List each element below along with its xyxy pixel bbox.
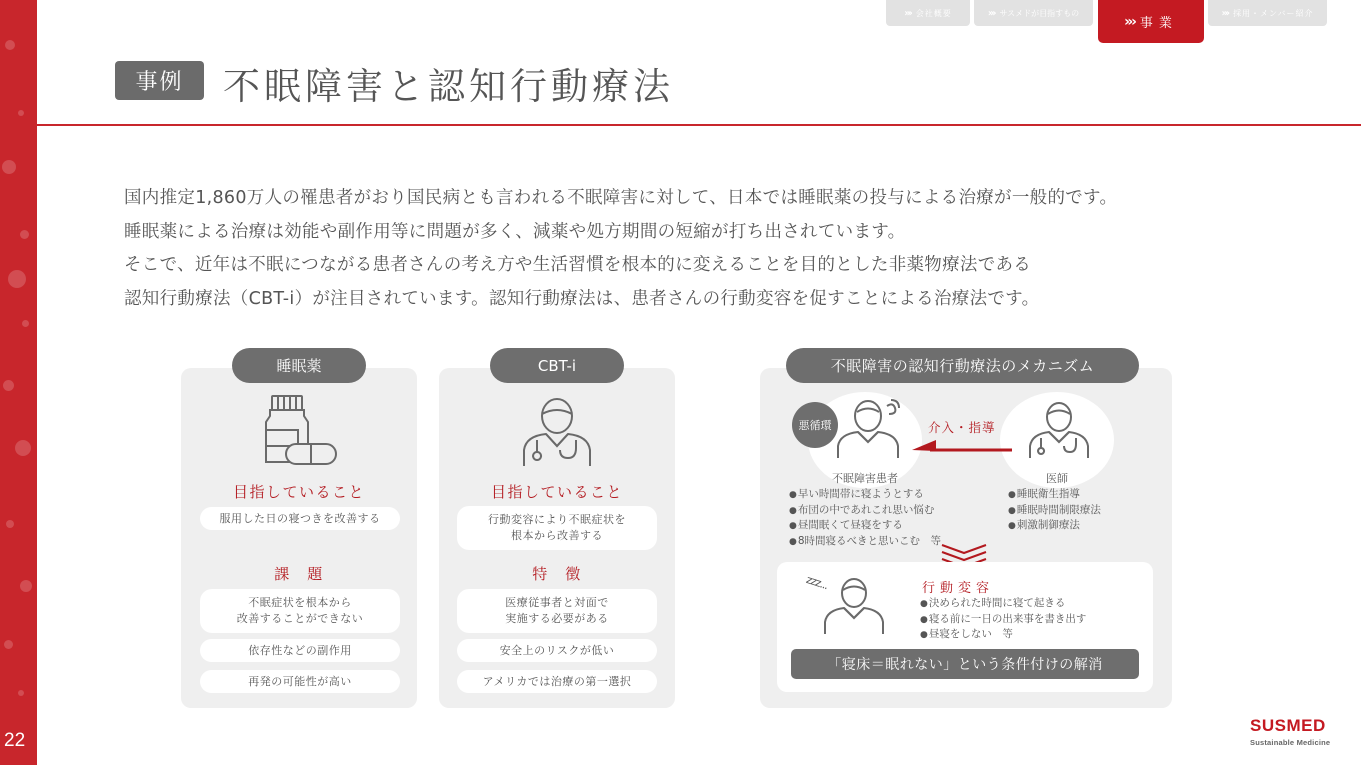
sleeping-pill-issue-heading: 課 題 — [274, 565, 324, 583]
chevron-right-icon: »› — [1124, 13, 1135, 30]
list-item: ● 布団の中であれこれ思い悩む — [789, 503, 941, 519]
behavior-change-title: 行動変容 — [922, 581, 995, 596]
intro-paragraph — [124, 182, 1304, 316]
list-item: ● 昼寝をしない 等 — [920, 627, 1086, 643]
chevron-right-icon: »› — [904, 7, 911, 19]
conditioning-resolution-banner: 「寝床＝眠れない」という条件付けの解消 — [791, 649, 1139, 679]
sleeping-pill-goal-heading: 目指していること — [232, 483, 365, 501]
left-decorative-strip — [0, 0, 37, 765]
feature-item: 安全上のリスクが低い — [457, 639, 657, 662]
behavior-change-list — [920, 596, 1086, 643]
company-tagline: Sustainable Medicine — [1250, 738, 1331, 747]
issue-item: 依存性などの副作用 — [200, 639, 400, 662]
patient-icon — [822, 576, 886, 636]
list-item: ● 睡眠衛生指導 — [1008, 487, 1101, 503]
intro-line: 国内推定1,860万人の罹患者がおり国民病とも言われる不眠障害に対して、日本では睡眠薬の投与による治療が一般的です。 — [124, 188, 1118, 208]
issue-item: 不眠症状を根本から 改善することができない — [200, 589, 400, 633]
intro-line: 認知行動療法（CBT-i）が注目されています。認知行動療法は、患者さんの行動変容を促すことによる治療法です。 — [124, 288, 1040, 309]
feature-item: 医療従事者と対面で 実施する必要がある — [457, 589, 657, 633]
title-badge: 事例 — [115, 61, 204, 100]
mechanism-header: 不眠障害の認知行動療法のメカニズム — [786, 348, 1139, 383]
tab-label: 事業 — [1139, 16, 1178, 31]
tab-company-overview[interactable] — [886, 0, 970, 26]
doctor-therapy-list — [1008, 487, 1101, 534]
tab-label: 採用・メンバー紹介 — [1233, 8, 1314, 18]
medicine-bottle-icon — [256, 394, 340, 468]
arrow-left-icon — [910, 438, 1014, 454]
company-logo: SUSMED — [1250, 716, 1326, 735]
cbti-header: CBT-i — [490, 348, 624, 383]
list-item: ● 早い時間帯に寝ようとする — [789, 487, 941, 503]
vicious-cycle-badge: 悪循環 — [792, 402, 838, 448]
patient-behavior-list — [789, 487, 941, 549]
list-item: ● 決められた時間に寝て起きる — [920, 596, 1086, 612]
patient-worried-icon — [835, 398, 905, 460]
tab-recruit-members[interactable] — [1208, 0, 1327, 26]
cbti-goal: 行動変容により不眠症状を 根本から改善する — [457, 506, 657, 550]
patient-label: 不眠障害患者 — [832, 472, 898, 485]
intervention-label: 介入・指導 — [928, 420, 996, 435]
tab-vision[interactable] — [974, 0, 1093, 26]
list-item: ● 刺激制御療法 — [1008, 518, 1101, 534]
sleeping-pill-goal: 服用した日の寝つきを改善する — [200, 507, 400, 530]
tab-label: 会社概要 — [915, 8, 952, 18]
title-divider — [37, 124, 1361, 126]
page-title: 不眠障害と認知行動療法 — [223, 65, 674, 108]
tab-label: サスメドが目指すもの — [999, 8, 1080, 18]
cbti-feature-heading: 特 徴 — [532, 565, 582, 583]
doctor-icon — [1027, 400, 1091, 460]
list-item: ● 昼間眠くて昼寝をする — [789, 518, 941, 534]
doctor-label: 医師 — [1046, 472, 1068, 485]
doctor-icon — [520, 394, 594, 468]
intro-line: そこで、近年は不眠につながる患者さんの考え方や生活習慣を根本的に変えることを目的とした非薬物療法である — [124, 255, 1032, 275]
list-item: ● 8時間寝るべきと思いこむ 等 — [789, 534, 941, 550]
issue-item: 再発の可能性が高い — [200, 670, 400, 693]
tab-business[interactable] — [1098, 0, 1204, 43]
chevron-right-icon: »› — [1221, 7, 1229, 19]
sleep-zzz-label: zzz... — [804, 572, 830, 593]
page-number: 22 — [4, 730, 26, 751]
feature-item: アメリカでは治療の第一選択 — [457, 670, 657, 693]
sleeping-pill-header: 睡眠薬 — [232, 348, 366, 383]
cbti-goal-heading: 目指していること — [490, 483, 623, 501]
intro-line: 睡眠薬による治療は効能や副作用等に問題が多く、減薬や処方期間の短縮が打ち出されています。 — [124, 221, 906, 242]
list-item: ● 寝る前に一日の出来事を書き出す — [920, 612, 1086, 628]
list-item: ● 睡眠時間制限療法 — [1008, 503, 1101, 519]
chevron-right-icon: »› — [987, 7, 995, 19]
